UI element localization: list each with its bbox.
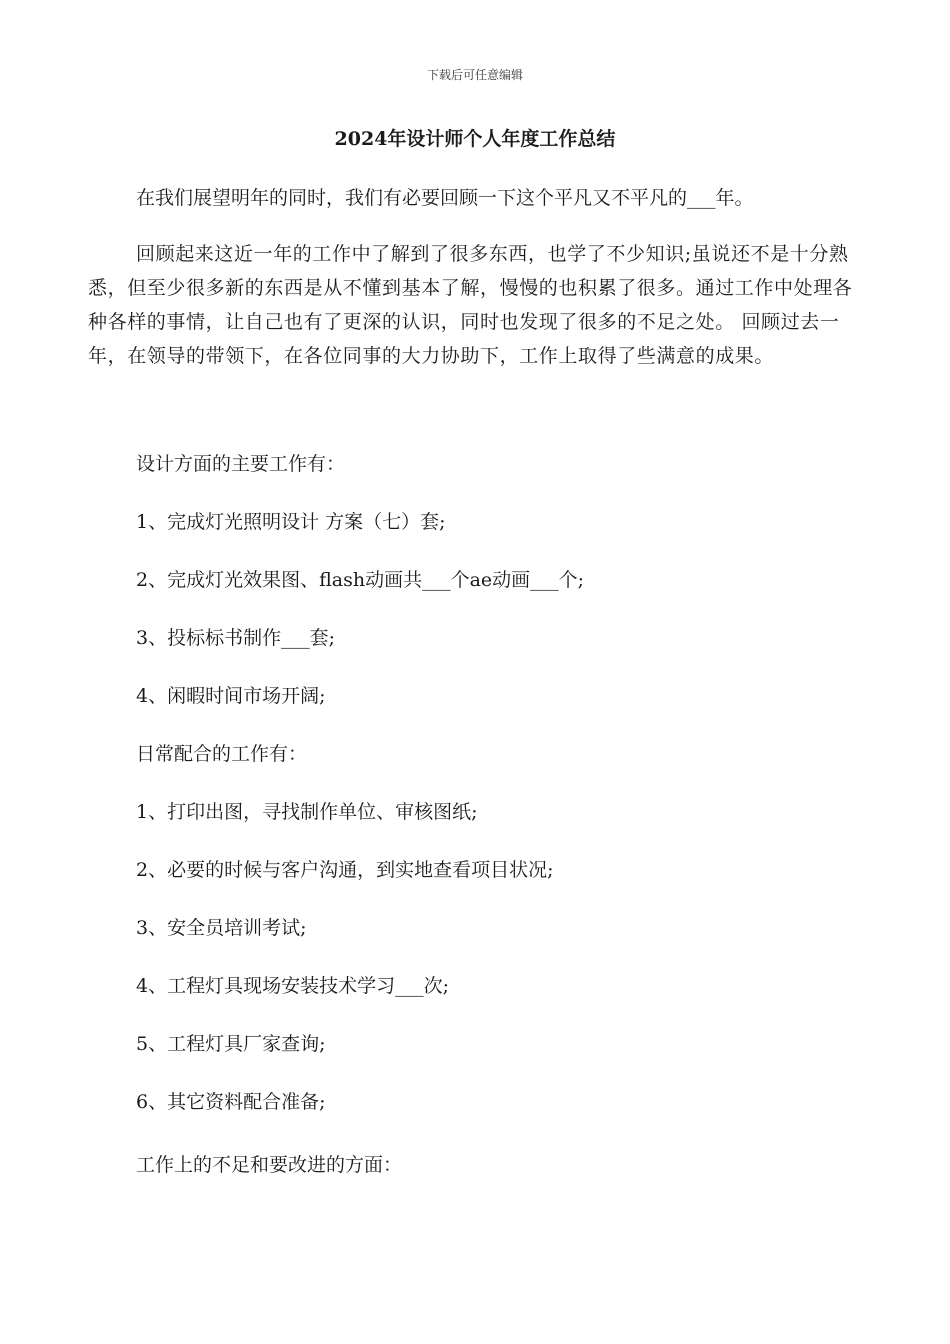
daily-item-5: 5、工程灯具厂家查询; [136, 1033, 326, 1055]
daily-item-6: 6、其它资料配合准备; [136, 1091, 326, 1113]
intro-paragraph: 在我们展望明年的同时，我们有必要回顾一下这个平凡又不平凡的___年。 [136, 187, 754, 209]
design-section-heading: 设计方面的主要工作有： [136, 453, 346, 475]
daily-section-heading: 日常配合的工作有： [136, 743, 308, 765]
design-item-3: 3、投标标书制作___套; [136, 627, 335, 649]
design-item-4: 4、闲暇时间市场开阔; [136, 685, 326, 707]
daily-item-4: 4、工程灯具现场安装技术学习___次; [136, 975, 449, 997]
daily-item-3: 3、安全员培训考试; [136, 917, 307, 939]
daily-item-2: 2、必要的时候与客户沟通，到实地查看项目状况; [136, 859, 554, 881]
review-paragraph: 回顾起来这近一年的工作中了解到了很多东西，也学了不少知识;虽说还不是十分熟悉，但至少很多新的东西是从不懂到基本了解，慢慢的也积累了很多。通过工作中处理各种各样的事情，让自己也有了更深的认识，同时也发现了很多的不足之处。 回顾过去一年，在领导的带领下，在各位同事的大力协助下，工作上取得了些满意的成果。 [88, 243, 853, 367]
design-item-2: 2、完成灯光效果图、flash动画共___个ae动画___个; [136, 569, 585, 591]
improve-section-heading: 工作上的不足和要改进的方面： [136, 1154, 403, 1176]
header-note: 下载后可任意编辑 [426, 68, 523, 82]
design-item-1: 1、完成灯光照明设计 方案（七）套; [136, 511, 446, 533]
daily-item-1: 1、打印出图，寻找制作单位、审核图纸; [136, 801, 478, 823]
document-title: 2024年设计师个人年度工作总结 [334, 128, 616, 150]
